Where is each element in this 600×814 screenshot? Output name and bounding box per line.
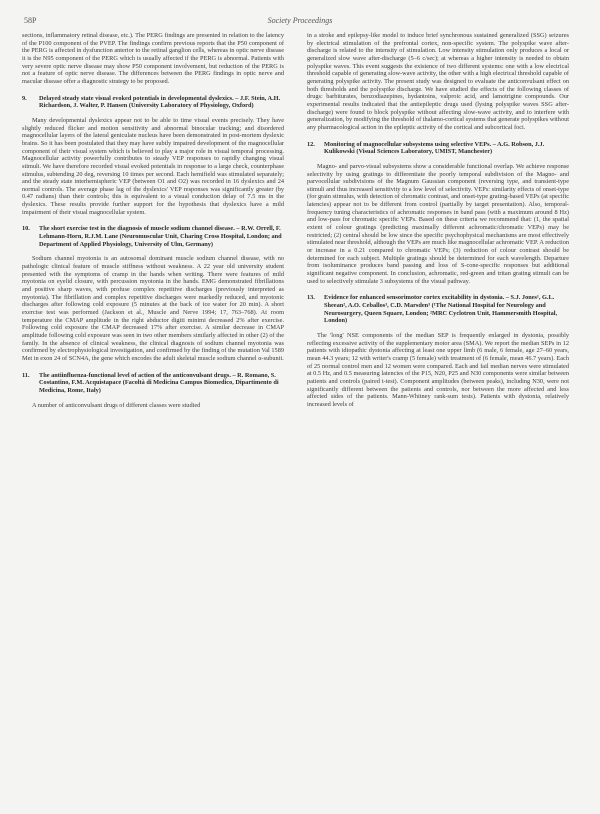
abstract-13 [307, 294, 569, 408]
abstract-10 [22, 225, 284, 362]
left-column [22, 32, 284, 409]
abstract-body: Many developmental dyslexics appear not to be able to time visual events precisely. They have slightly reduced flicker and motion sensitivity and abnormal binocular tracking; and disordered magnocellular layers of the lateral geniculate nucleus have been demonstrated in post-mortem dyslexic brains. So it has been postulated that they may have subtly impaired development of the magnocellular component of their visual system which is believed to play a major role in visual temporal processing. Magnocellular activity powerfully contributes to steady VEP responses to rapidly changing visual stimuli. We have therefore recorded visual evoked potentials in response to a large check, counterphase stimulus, subtending 20 deg, reversing 10 times per second. Each hemifield was stimulated separately; and the steady state interhemispheric VEP (between O1 and O2) was recorded in 16 dyslexics and 24 normal controls. The average phase lag of the dyslexics' VEP responses was significantly greater (by 0.47 radians) than their controls; this is equivalent to a visual conduction delay of 7.5 ms in the dyslexics. These results provide further support for the hypothesis that dyslexics have a mild impairment of their visual magnocellular system. [22, 116, 284, 216]
abstract-title: The short exercise test in the diagnosis of muscle sodium channel disease. – R.W. Orrell, F. Lehmann-Horn, R.J.M. Lane (Neuromuscular Unit, Charing Cross Hospital, London; and Department of Applied Physiology, University of Ulm, Germany) [39, 225, 282, 248]
page-number: 58P [24, 16, 37, 25]
abstract-title: Delayed steady state visual evoked potentials in developmental dyslexics. – J.F. Stein, A.H. Richardson, J. Walter, P. Hansen (University Laboratory of Physiology, Oxford) [39, 94, 281, 110]
abstract-number: 13. [307, 294, 315, 302]
abstract-number: 10. [22, 225, 30, 233]
abstract-heading [22, 225, 284, 248]
abstract-body: Sodium channel myotonia is an autosomal dominant muscle sodium channel disease, with no pathologic clinical feature of muscle stiffness without weakness. A 22 year old university student presented with the symptoms of cramp in the hands when writing. There were features of mild myotonia on eyelid closure, with percussion myotonia in the hands. EMG demonstrated fibrillations and positive sharp waves, with profuse complex repetitive discharges (previously interpreted as myotonia). The fibrillation and complex repetitive discharges were markedly reduced, and myotonic discharges after following cold exposure (5 minutes at the back of ice water for 20 min). A short exercise test was performed (Jackson et al., Muscle and Nerve 1994; 17, 763–768). At room temperature the CMAP amplitude in the right abductor digiti minimi decreased 2% after exercise. Following cold exposure the CMAP decreased 17% after exercise. A similar decrease in CMAP amplitude following cold exposure was seen in two other members similarly affected in other (2) of the family. In the absence of clinical weakness, the clinical diagnosis of sodium channel myotonia was confirmed by electrophysiological investigation, and confirmed by the finding of the mutation Val 1589 Met in exon 24 of SCN4A, the gene which encodes the adult skeletal muscle sodium channel α-subunit. [22, 255, 284, 362]
abstract-11 [22, 372, 284, 410]
abstract-heading [307, 141, 569, 156]
abstract-number: 12. [307, 140, 315, 148]
abstract-9 [22, 95, 284, 217]
running-head [24, 16, 576, 30]
abstract-title: The antiinfluenza-functional level of action of the anticonvulsant drugs. – R. Romano, S. Costantino, F.M. Acquistapace (Facoltà di Medicina Campus Biomedico, Dipartimento di Medicina, Rome, Italy) [39, 371, 279, 394]
journal-title: Society Proceedings [267, 16, 333, 25]
abstract-number: 11. [22, 371, 30, 379]
abstract-body: The 'long' NSE components of the median SEP is frequently enlarged in dystonia, possibly reflecting excessive activity of the supplementary motor area (SMA). We report the median SEPs in 12 patients with idiopathic dystonia affecting at least one upper limb (6 male, 6 female, age 27–60 years, mean 44.3 years; 12 with writer's cramp (5 female) with treatment of (6 female, mean 46.7 years). Each of 25 normal control men and 12 women were compared. Each and fail median nerves were stimulated at 0.5 Hz, and 0.5 measuring latencies of the P15, N20, P25 and N30 components were similar between patients and controls (paired t-test). Component amplitudes (between peaks), including N30, were not significantly different between the patients and controls, nor between the more affected and less affected sides of the patients. Mann-Whitney rank-sum tests). Patients with dystonia, relatively increased levels of [307, 331, 569, 408]
abstract-number: 9. [22, 94, 27, 102]
continued-text: in a stroke and epilepsy-like model to induce brief synchronous sustained generalized (SSG) seizures by electrical stimulation of the prefrontal cortex, non-specific system. The polyspike wave after-discharge is related to the intensity of stimulation. Low intensity stimulation only produces a local or generalized slow wave after-discharge (5–6 c/sec); at whereas a higher intensity is needed to obtain polyspike waves. This event suggests the existence of two different systems: one with a low electrical threshold capable of generating slow-wave activity, the other with a high electrical threshold capable of generating polyspike activity. The present study was designed to evaluate the anticonvulsant effect on both thresholds and the polyspike discharge. We have studied the effects of the following classes of drugs: barbiturates, benzodiazepines, hydantoins, valproic acid, and lamotrigine compounds. Our experimental results indicated that the antiepileptic drugs used (lysing polyspike waves SSG after-discharge) were found to block polyspike without affecting slow-wave activity, and to interfere with generalization, by modifying the threshold of thalamo-cortical systems that generate polyspikes without any pharmacological action in the epileptic activity of the cortical and subcortical foci. [307, 32, 569, 131]
abstract-title: Evidence for enhanced sensorimotor cortex excitability in dystonia. – S.J. Jones¹, G.L. Sheean², A.O. Ceballos³, C.D. Marsden³ (¹The National Hospital for Neurology and Neurosurgery, Queen Square, London; ²MRC Cyclotron Unit, Hammersmith Hospital, London) [324, 294, 558, 325]
abstract-title: Monitoring of magnocellular subsystems using selective VEPs. – A.G. Robson, J.J. Kulikowski (Visual Sciences Laboratory, UMIST, Manchester) [324, 140, 545, 156]
abstract-heading [22, 372, 284, 395]
abstract-heading [307, 294, 569, 325]
abstract-heading [22, 95, 284, 110]
abstract-body: A number of anticonvulsant drugs of different classes were studied [32, 401, 201, 409]
abstract-body: Magno- and parvo-visual subsystems show a considerable functional overlap. We achieve response selectivity by using gratings to differentiate the poorly temporal subdivision of the Magno- and parvocellular subdivisions of the Magnum Gaussian component (reversing type, and transient-type stimuli and thus increased sensitivity to a low level of selectivity. VEPs: similarity effects of onset-type (for grain stimulus, with detection of chromatic contrast, and onset-type grating-based VEPs (at specific latencies) appear not to be different from control (partially by target presentation). Also, temporal-frequency tuning characteristics of achromatic responses in band pass (with a maximum around 8 Hz) and low-pass for chromatic specific VEPs. Based on these criteria we recommend that: (1, the spatial extent of colour gratings (predicting maximally different achromatic/chromatic VEPs) may be restricted; (2) central should be low since the specific psychophysical mechanisms are most effectively stimulated near threshold, although the VEPs are much like magnocellular achromatic VEP. A reduction or increase in a 0.21 compared to chromatic VEPs; (3) reduction of colour contrast should be determined for each subject. Multiple gratings should be determined for each wavelength. Departure from isoluminance produces band passing and loss of S-cone-specific responses but additional significant negative component. In conclusion, achromatic, red-green and tritan grating stimuli can be used to selectively stimulate 3 subsystems of the visual pathway. [307, 162, 570, 285]
continued-text: sections, inflammatory retinal disease, etc.). The PERG findings are presented in relation to the latency of the P100 component of the PVEP. The findings confirm previous reports that the P50 component of the PERG is affected in dysfunction anterior to the retinal ganglion cells, whereas in optic nerve disease it is the N95 component of the PERG which is usually affected if the PERG is abnormal. Patients with very severe optic nerve disease may show P50 component involvement, but reduction of the PERG is not a feature of optic nerve disease. The differences between the PERG findings in optic nerve and macular disease offer a diagnostic strategy to be proposed. [22, 32, 284, 85]
abstract-12 [307, 141, 569, 286]
right-column [307, 32, 569, 409]
